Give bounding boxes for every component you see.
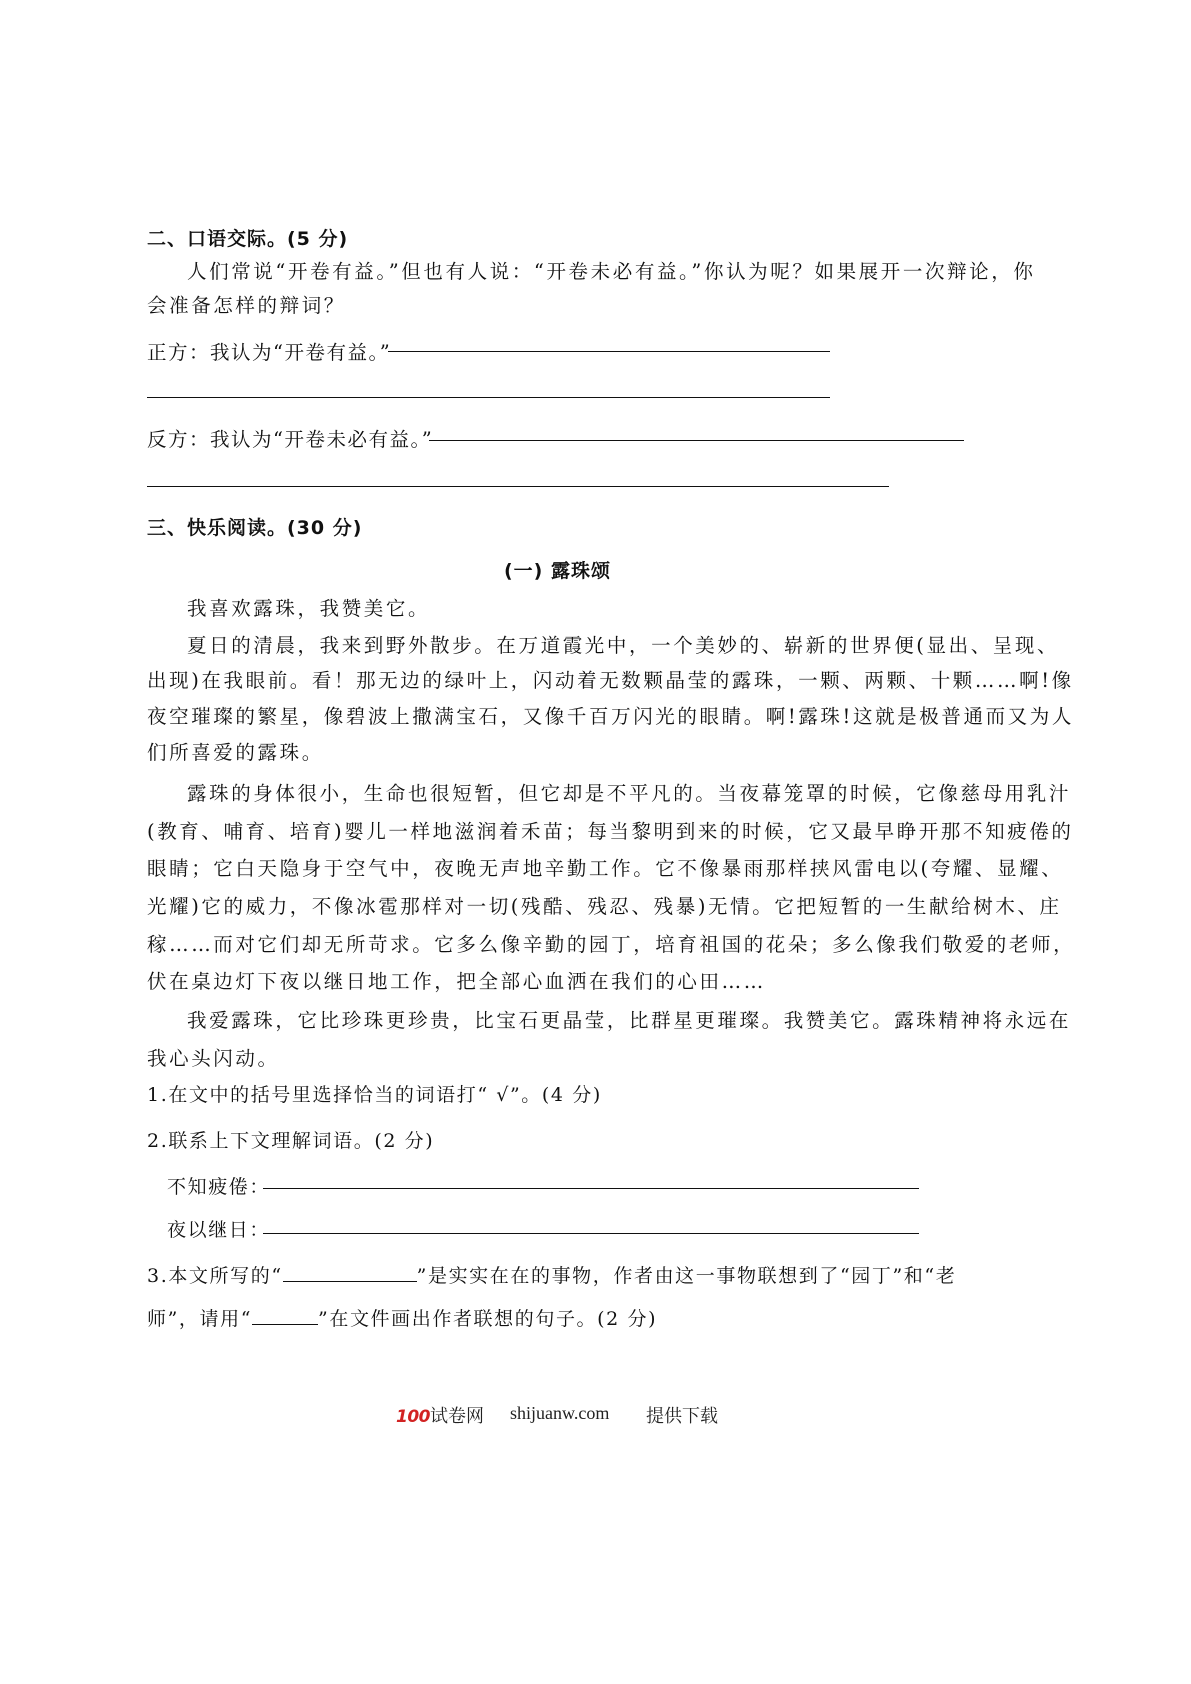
section2-prompt-line1: 人们常说“开卷有益。”但也有人说：“开卷未必有益。”你认为呢？如果展开一次辩论，你	[187, 260, 1036, 283]
passage-line: 我心头闪动。	[147, 1047, 280, 1070]
question-3-blank[interactable]	[283, 1263, 417, 1282]
passage-line: 我喜欢露珠，我赞美它。	[187, 597, 431, 620]
pro-answer-line-1[interactable]	[388, 351, 830, 352]
section2-prompt-line2: 会准备怎样的辩词？	[147, 294, 346, 317]
question-3-text-b: ”是实实在在的事物，作者由这一事物联想到了“园丁”和“老	[416, 1265, 957, 1287]
con-side-label: 反方：我认为“开卷未必有益。”	[147, 428, 434, 451]
footer-logo	[396, 1402, 484, 1428]
footer-download: 提供下载	[646, 1406, 718, 1427]
pro-side-label: 正方：我认为“开卷有益。”	[147, 341, 392, 364]
passage-line: 光耀)它的威力，不像冰雹那样对一切(残酷、残忍、残暴)无情。它把短暂的一生献给树木、庄	[147, 895, 1062, 918]
passage-line: 伏在桌边灯下夜以继日地工作，把全部心血洒在我们的心田……	[147, 970, 766, 993]
question-3-underline-sample	[252, 1306, 318, 1325]
question-2-term-2: 夜以继日：	[167, 1219, 271, 1241]
question-3-text-d: ”在文件画出作者联想的句子。(2 分)	[318, 1308, 658, 1330]
question-3-line-1	[147, 1261, 956, 1288]
pro-answer-line-2[interactable]	[147, 397, 830, 398]
question-2-term-1: 不知疲倦：	[167, 1176, 271, 1198]
passage-line: 我爱露珠，它比珍珠更珍贵，比宝石更晶莹，比群星更璀璨。我赞美它。露珠精神将永远在	[187, 1009, 1072, 1032]
passage-line: 露珠的身体很小，生命也很短暂，但它却是不平凡的。当夜幕笼罩的时候，它像慈母用乳汁	[187, 782, 1072, 805]
passage-title: (一) 露珠颂	[504, 560, 611, 582]
logo-text: 试卷网	[430, 1406, 484, 1427]
passage-line: 稼……而对它们却无所苛求。它多么像辛勤的园丁，培育祖国的花朵；多么像我们敬爱的老师，	[147, 933, 1076, 956]
passage-line: 夏日的清晨，我来到野外散步。在万道霞光中，一个美妙的、崭新的世界便(显出、呈现、	[187, 634, 1060, 657]
passage-line: 出现)在我眼前。看！那无边的绿叶上，闪动着无数颗晶莹的露珠，一颗、两颗、十颗……啊!像	[147, 669, 1074, 692]
con-answer-line-2[interactable]	[147, 486, 889, 487]
question-3-line-2	[147, 1304, 657, 1331]
section3-heading: 三、快乐阅读。(30 分)	[147, 517, 363, 539]
footer-domain: shijuanw.com	[510, 1403, 610, 1423]
passage-line: 夜空璀璨的繁星，像碧波上撒满宝石，又像千百万闪光的眼睛。啊!露珠!这就是极普通而又为人	[147, 705, 1074, 728]
con-answer-line-1[interactable]	[429, 440, 964, 441]
question-3-text-a: 3.本文所写的“	[147, 1265, 283, 1287]
passage-line: 们所喜爱的露珠。	[147, 741, 324, 764]
passage-line: 眼睛；它白天隐身于空气中，夜晚无声地辛勤工作。它不像暴雨那样挟风雷电以(夸耀、显耀、	[147, 857, 1064, 880]
term2-answer-line[interactable]	[263, 1233, 919, 1234]
passage-line: (教育、哺育、培育)婴儿一样地滋润着禾苗；每当黎明到来的时候，它又最早睁开那不知疲倦的	[147, 820, 1074, 843]
logo-icon: 100	[396, 1407, 430, 1427]
question-2: 2.联系上下文理解词语。(2 分)	[147, 1130, 435, 1152]
question-1: 1.在文中的括号里选择恰当的词语打“ √”。(4 分)	[147, 1084, 602, 1106]
term1-answer-line[interactable]	[263, 1188, 919, 1189]
question-3-text-c: 师”，请用“	[147, 1308, 253, 1330]
section2-heading: 二、口语交际。(5 分)	[147, 228, 349, 250]
